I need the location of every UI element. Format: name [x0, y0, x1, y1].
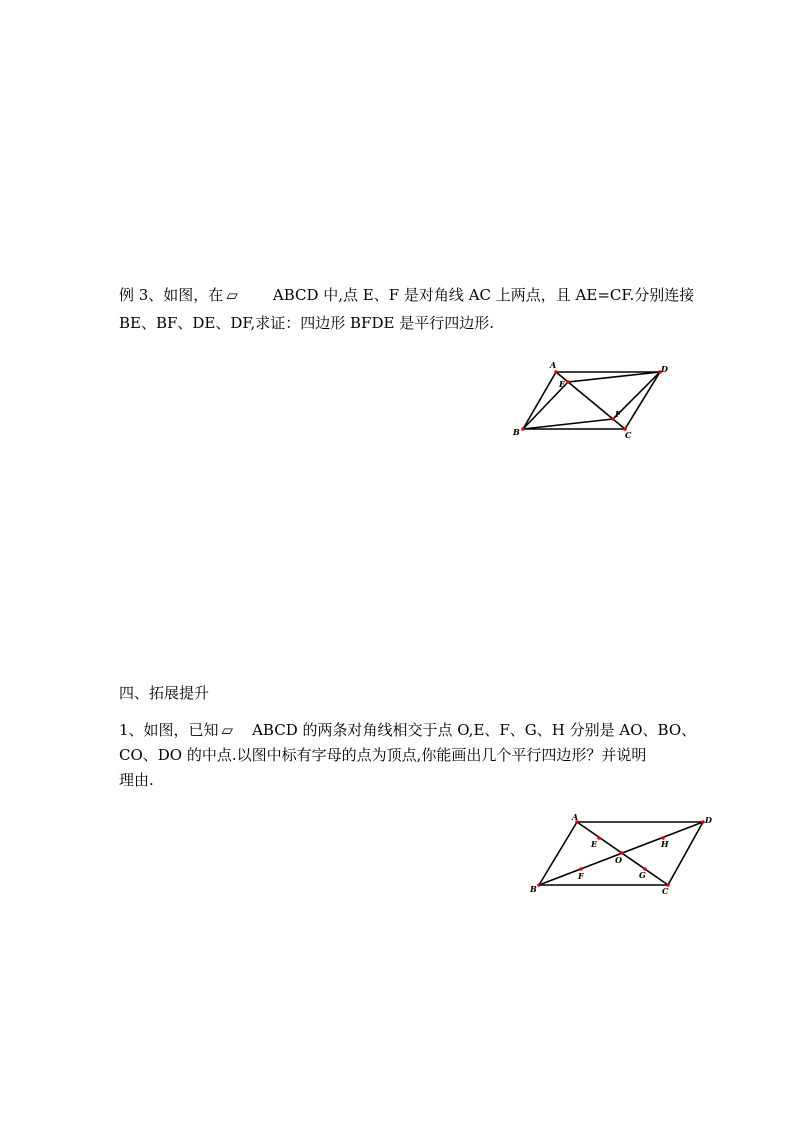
- label-c: C: [662, 886, 669, 896]
- segment-de: [568, 372, 660, 382]
- label-e: E: [559, 379, 566, 389]
- label-b: B: [513, 427, 520, 437]
- label-f: F: [615, 409, 621, 419]
- label-g: G: [639, 870, 646, 880]
- label-d: D: [661, 364, 668, 374]
- problem1-line1: [119, 716, 697, 744]
- edge-ba: [539, 822, 577, 885]
- example3-line1-prefix: 例 3、如图，在: [119, 286, 224, 304]
- edge-dc: [668, 822, 703, 885]
- problem1-line3: 理由.: [119, 771, 154, 789]
- section4-heading: 四、拓展提升: [119, 684, 210, 702]
- problem1-figure: [525, 812, 725, 898]
- label-a: A: [550, 360, 557, 370]
- parallelogram-symbol: ▱: [226, 286, 238, 304]
- point-a: [554, 370, 558, 374]
- problem1-line1-rest: ABCD 的两条对角线相交于点 O,E、F、G、H 分别是 AO、BO、: [252, 721, 697, 739]
- label-c: C: [625, 430, 632, 440]
- example3-line1-rest: ABCD 中,点 E、F 是对角线 AC 上两点，且 AE=CF.分别连接: [272, 286, 695, 304]
- diagonal-ac: [556, 372, 625, 429]
- problem1-line2: CO、DO 的中点.以图中标有字母的点为顶点,你能画出几个平行四边形？并说明: [119, 746, 647, 764]
- point-b: [521, 427, 525, 431]
- label-o: O: [615, 855, 622, 865]
- label-e: E: [591, 839, 598, 849]
- edge-dc: [625, 372, 660, 429]
- label-h: H: [661, 839, 669, 849]
- label-d: D: [705, 815, 712, 825]
- point-e: [566, 380, 570, 384]
- example3-line1: [119, 281, 695, 309]
- point-b: [537, 883, 541, 887]
- label-f: F: [578, 871, 584, 881]
- label-a: A: [572, 812, 579, 822]
- example3-figure: [505, 358, 685, 443]
- parallelogram-symbol: ▱: [221, 721, 234, 739]
- problem1-line1-prefix: 1、如图，已知: [119, 721, 219, 739]
- example3-line2: BE、BF、DE、DF,求证：四边形 BFDE 是平行四边形.: [119, 314, 494, 332]
- label-b: B: [530, 884, 537, 894]
- segment-bf: [523, 419, 613, 429]
- point-e: [597, 836, 601, 840]
